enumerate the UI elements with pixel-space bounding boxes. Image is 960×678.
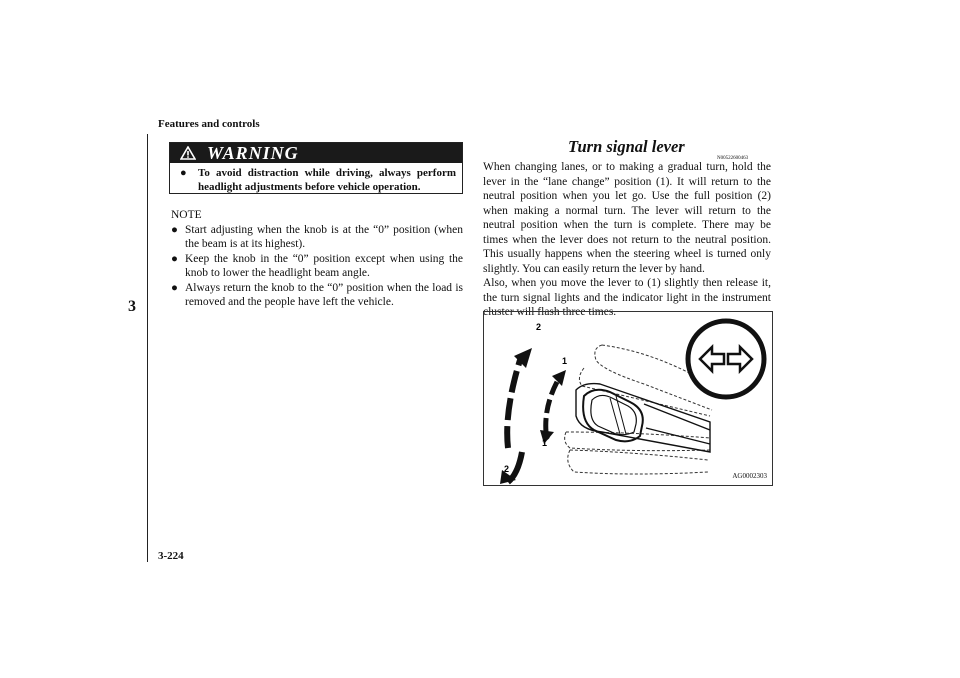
note-list — [171, 223, 463, 310]
chapter-number: 3 — [128, 298, 136, 315]
warning-item — [180, 166, 456, 194]
label-lane-up: 1 — [562, 356, 568, 366]
note-item-text: Start adjusting when the knob is at the “0” position (when the beam is at its highest). — [185, 223, 463, 250]
direction-arrows — [500, 348, 566, 484]
lever-body — [576, 384, 710, 452]
figure-id: AG0002303 — [732, 472, 767, 480]
note-block — [171, 208, 463, 310]
section-code: N00522600463 — [717, 156, 749, 161]
paragraph: Also, when you move the lever to (1) slightly then release it, the turn signal lights and the indicator light in the instrument cluster will flash three times. — [483, 277, 771, 318]
turn-indicator-circle — [688, 321, 764, 397]
turn-signal-illustration — [484, 312, 772, 485]
warning-title: WARNING — [207, 143, 299, 163]
list-item — [171, 252, 463, 281]
page-number: 3-224 — [158, 550, 184, 562]
label-lane-down: 1 — [542, 438, 548, 448]
warning-header — [170, 143, 462, 163]
bullet-icon: ● — [171, 252, 178, 265]
warning-item-text: To avoid distraction while driving, always perform headlight adjustments before vehicle operation. — [198, 167, 456, 193]
bullet-icon: ● — [171, 281, 178, 294]
sidebar-divider — [147, 134, 148, 562]
list-item — [171, 281, 463, 310]
note-item-text: Always return the knob to the “0” position when the load is removed and the people have left the vehicle. — [185, 281, 463, 308]
note-item-text: Keep the knob in the “0” position except when using the knob to lower the headlight beam angle. — [185, 252, 463, 279]
turn-signal-figure — [483, 311, 773, 486]
warning-triangle-icon — [180, 146, 196, 160]
paragraph: When changing lanes, or to making a gradual turn, hold the lever in the “lane change” position (1). It will return to the neutral position when you let go. Use the full position (2) when making a normal turn. The lever will return to the neutral position when the turn is complete. There may be times when the lever does not return to the neutral position. This usually happens when the steering wheel is turned only slightly. You can easily return the lever by hand. — [483, 161, 771, 275]
section-body — [483, 160, 771, 320]
warning-box — [169, 142, 463, 194]
section-title: Turn signal lever — [568, 137, 685, 156]
note-label: NOTE — [171, 209, 202, 221]
bullet-icon: ● — [171, 223, 178, 236]
running-header: Features and controls — [158, 118, 260, 130]
label-full-down: 2 — [504, 464, 510, 474]
list-item — [171, 223, 463, 252]
label-full-up: 2 — [536, 322, 542, 332]
bullet-icon: ● — [180, 167, 187, 179]
